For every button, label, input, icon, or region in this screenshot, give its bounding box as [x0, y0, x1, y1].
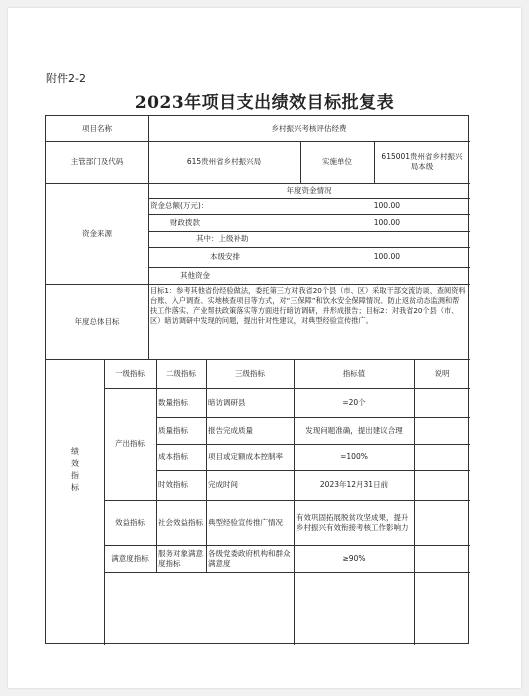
annual-goal-text: 目标1：参考其他省份经验做法，委托第三方对我省20个县（市、区）采取干部交流访谈、查阅资料台账、入户调查、实地核查项目等方式，对“三保障”和饮水安全保障情况、防止返贫动态监测和帮扶工作落实、产业帮扶政策落实等方面进行暗访调研，并形成报告；目标2：对我省20个县（市、区）暗访调研中发现的问题，提出针对性建议，对典型经验宣传推广。 [150, 286, 466, 326]
row-divider [104, 572, 470, 573]
indicator-value: 有效巩固拓展脱贫攻坚成果，提升乡村振兴有效衔接考核工作影响力 [296, 512, 409, 532]
header-note: 说明 [434, 368, 450, 378]
header-level2: 二级指标 [166, 368, 196, 378]
indicator-value: 2023年12月31日前 [319, 480, 389, 489]
local-arrangement-label: 本级安排 [210, 252, 240, 261]
indicator-level2: 数量指标 [158, 397, 188, 407]
indicator-level3: 暗访调研县 [208, 397, 246, 407]
superior-subsidy-value [300, 231, 400, 247]
col-divider [374, 141, 375, 183]
dept-value: 615贵州省乡村振兴局 [186, 157, 262, 166]
funding-total-label: 资金总额(万元)： [150, 201, 209, 210]
col-divider [156, 359, 157, 572]
performance-section-label: 绩效指标 [71, 447, 79, 492]
indicator-level3: 报告完成质量 [208, 425, 253, 435]
indicator-value: 发现问题准确，提出建议合理 [305, 425, 403, 435]
indicator-level2: 社会效益指标 [158, 517, 203, 527]
group-output: 产出指标 [115, 439, 145, 448]
col-divider [414, 359, 415, 645]
project-name-label: 项目名称 [82, 123, 112, 133]
annual-goal-label: 年度总体目标 [74, 316, 120, 326]
header-level1: 一级指标 [115, 368, 145, 378]
header-level3: 三级指标 [235, 368, 265, 378]
indicator-level2: 成本指标 [158, 452, 188, 461]
funding-total-value: 100.00 [373, 201, 400, 210]
project-name-value: 乡村振兴考核评估经费 [271, 123, 347, 133]
indicator-level2: 质量指标 [158, 425, 188, 435]
indicator-value: ≥90% [342, 553, 366, 563]
indicator-value: =100% [340, 452, 368, 461]
header-value: 指标值 [342, 368, 366, 378]
indicator-level3: 项目或定额成本控制率 [208, 452, 283, 461]
local-arrangement-value: 100.00 [373, 252, 400, 261]
indicator-level3: 各级党委政府机构和群众满意度 [208, 548, 291, 568]
group-satisfaction: 满意度指标 [111, 553, 149, 563]
superior-subsidy-label: 其中：上级补助 [196, 234, 249, 243]
col-divider [206, 359, 207, 572]
other-funds-value [300, 267, 400, 284]
approval-table [45, 115, 469, 644]
indicator-level2: 服务对象满意度指标 [158, 548, 203, 568]
indicator-level3: 完成时间 [208, 480, 238, 489]
impl-label: 实施单位 [322, 157, 352, 166]
funding-section-label: 资金来源 [82, 228, 112, 238]
attachment-label: 附件2-2 [46, 72, 86, 85]
dept-label: 主管部门及代码 [70, 157, 124, 166]
indicator-level2: 时效指标 [158, 480, 188, 489]
document-title: 2023年项目支出绩效目标批复表 [134, 93, 395, 113]
impl-value: 615001贵州省乡村振兴局本级 [381, 152, 463, 171]
fiscal-allocation-label: 财政拨款 [170, 217, 200, 227]
funding-header: 年度资金情况 [286, 185, 332, 195]
other-funds-label: 其他资金 [180, 270, 210, 280]
group-benefit: 效益指标 [115, 517, 145, 527]
document-page [8, 8, 521, 688]
indicator-level3: 典型经验宣传推广情况 [208, 517, 283, 527]
fiscal-allocation-value: 100.00 [373, 217, 400, 227]
indicator-value: =20个 [342, 397, 366, 407]
